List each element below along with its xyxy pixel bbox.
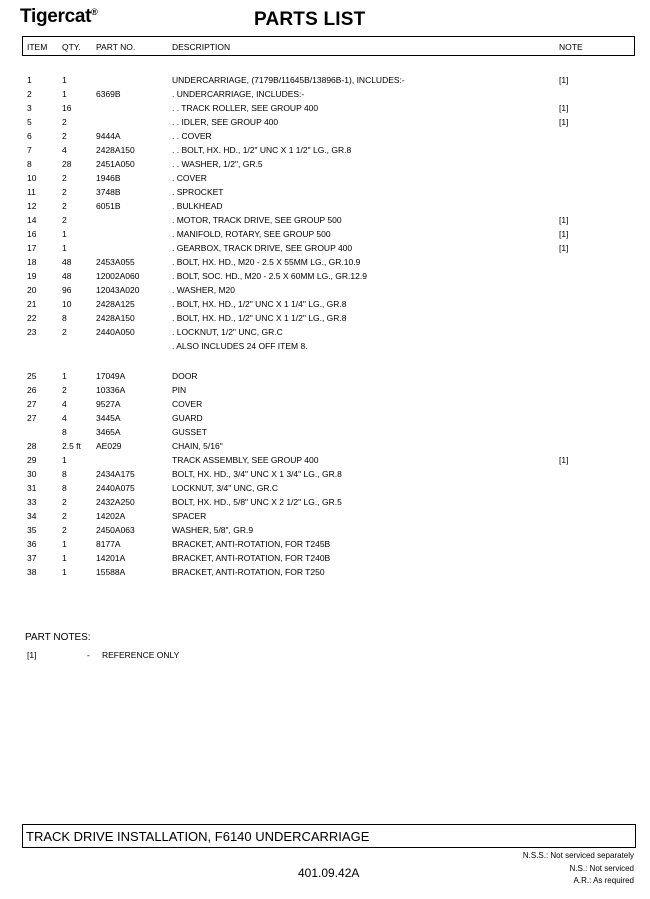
- qty-cell: 1: [62, 89, 67, 99]
- part-number-cell: 6369B: [96, 89, 121, 99]
- description-cell: . . COVER: [172, 131, 212, 141]
- item-cell: 28: [27, 441, 37, 451]
- part-number-cell: 2450A063: [96, 525, 135, 535]
- item-cell: 30: [27, 469, 37, 479]
- table-row: [0, 271, 650, 283]
- part-note-ref: [1]: [27, 650, 37, 660]
- description-cell: BRACKET, ANTI-ROTATION, FOR T250: [172, 567, 325, 577]
- part-number-cell: 8177A: [96, 539, 121, 549]
- description-cell: . COVER: [172, 173, 207, 183]
- qty-cell: 2: [62, 525, 67, 535]
- description-cell: . BULKHEAD: [172, 201, 223, 211]
- item-cell: 27: [27, 399, 37, 409]
- item-cell: 10: [27, 173, 37, 183]
- part-number-cell: 14201A: [96, 553, 126, 563]
- part-note-dash: -: [87, 650, 90, 660]
- qty-cell: 2: [62, 497, 67, 507]
- item-cell: 1: [27, 75, 32, 85]
- part-number-cell: 14202A: [96, 511, 126, 521]
- part-number-cell: 2432A250: [96, 497, 135, 507]
- table-row: [0, 313, 650, 325]
- item-cell: 29: [27, 455, 37, 465]
- qty-cell: 8: [62, 483, 67, 493]
- description-cell: . UNDERCARRIAGE, INCLUDES:-: [172, 89, 305, 99]
- description-cell: COVER: [172, 399, 203, 409]
- description-cell: . BOLT, SOC. HD., M20 - 2.5 X 60MM LG., GR.12.9: [172, 271, 367, 281]
- part-number-cell: 9444A: [96, 131, 121, 141]
- description-cell: . . WASHER, 1/2", GR.5: [172, 159, 263, 169]
- description-cell: . BOLT, HX. HD., M20 - 2.5 X 55MM LG., GR.10.9: [172, 257, 361, 267]
- item-cell: 35: [27, 525, 37, 535]
- table-row: [0, 497, 650, 509]
- description-cell: . GEARBOX, TRACK DRIVE, SEE GROUP 400: [172, 243, 353, 253]
- footer-title-box: [22, 824, 636, 848]
- table-row: [0, 455, 650, 467]
- table-row: [0, 399, 650, 411]
- qty-cell: 2.5 ft: [62, 441, 81, 451]
- item-cell: 14: [27, 215, 37, 225]
- qty-cell: 1: [62, 243, 67, 253]
- table-row: [0, 539, 650, 551]
- qty-cell: 28: [62, 159, 72, 169]
- part-number-cell: 2451A050: [96, 159, 135, 169]
- note-cell: [1]: [559, 103, 569, 113]
- qty-cell: 1: [62, 75, 67, 85]
- description-cell: UNDERCARRIAGE, (7179B/11645B/13896B-1), INCLUDES:-: [172, 75, 405, 85]
- part-number-cell: 10336A: [96, 385, 126, 395]
- item-cell: 12: [27, 201, 37, 211]
- item-cell: 31: [27, 483, 37, 493]
- item-cell: 27: [27, 413, 37, 423]
- legend-ar: A.R.: As required: [573, 876, 634, 885]
- table-row: [0, 511, 650, 523]
- description-cell: . . BOLT, HX. HD., 1/2" UNC X 1 1/2" LG., GR.8: [172, 145, 352, 155]
- table-row: [0, 427, 650, 439]
- part-number-cell: 12002A060: [96, 271, 140, 281]
- part-number-cell: 12043A020: [96, 285, 140, 295]
- part-number-cell: 3748B: [96, 187, 121, 197]
- qty-cell: 1: [62, 567, 67, 577]
- table-row: [0, 567, 650, 579]
- item-cell: 20: [27, 285, 37, 295]
- abbreviation-legend: [523, 850, 634, 888]
- table-row: [0, 159, 650, 171]
- table-row: [0, 469, 650, 481]
- qty-cell: 2: [62, 201, 67, 211]
- qty-cell: 16: [62, 103, 72, 113]
- item-cell: 17: [27, 243, 37, 253]
- description-cell: SPACER: [172, 511, 207, 521]
- qty-cell: 4: [62, 399, 67, 409]
- part-number-cell: 1946B: [96, 173, 121, 183]
- qty-cell: 2: [62, 327, 67, 337]
- column-header-part: PART NO.: [96, 42, 136, 52]
- table-row: [0, 173, 650, 185]
- qty-cell: 8: [62, 469, 67, 479]
- table-row: [0, 483, 650, 495]
- legend-ns: N.S.: Not serviced: [569, 863, 634, 873]
- description-cell: BRACKET, ANTI-ROTATION, FOR T240B: [172, 553, 331, 563]
- part-number-cell: AE029: [96, 441, 122, 451]
- part-number-cell: 2453A055: [96, 257, 135, 267]
- description-cell: . LOCKNUT, 1/2" UNC, GR.C: [172, 327, 283, 337]
- page-number: 401.09.42A: [298, 866, 360, 880]
- description-cell: BRACKET, ANTI-ROTATION, FOR T245B: [172, 539, 331, 549]
- part-number-cell: 2428A150: [96, 145, 135, 155]
- qty-cell: 48: [62, 257, 72, 267]
- table-row: [0, 299, 650, 311]
- description-cell: . MANIFOLD, ROTARY, SEE GROUP 500: [172, 229, 331, 239]
- item-cell: 5: [27, 117, 32, 127]
- table-row: [0, 145, 650, 157]
- description-cell: GUARD: [172, 413, 203, 423]
- item-cell: 8: [27, 159, 32, 169]
- item-cell: 11: [27, 187, 36, 197]
- table-row: [0, 341, 650, 353]
- description-cell: . MOTOR, TRACK DRIVE, SEE GROUP 500: [172, 215, 342, 225]
- item-cell: 33: [27, 497, 37, 507]
- qty-cell: 2: [62, 187, 67, 197]
- description-cell: . WASHER, M20: [172, 285, 235, 295]
- description-cell: PIN: [172, 385, 187, 395]
- table-row: [0, 371, 650, 383]
- part-number-cell: 3445A: [96, 413, 121, 423]
- part-number-cell: 6051B: [96, 201, 121, 211]
- description-cell: TRACK ASSEMBLY, SEE GROUP 400: [172, 455, 319, 465]
- qty-cell: 48: [62, 271, 72, 281]
- qty-cell: 8: [62, 313, 67, 323]
- table-row: [0, 413, 650, 425]
- item-cell: 6: [27, 131, 32, 141]
- qty-cell: 2: [62, 215, 67, 225]
- item-cell: 36: [27, 539, 37, 549]
- part-number-cell: 2434A175: [96, 469, 135, 479]
- footer-title: TRACK DRIVE INSTALLATION, F6140 UNDERCARRIAGE: [26, 829, 370, 844]
- table-row: [0, 229, 650, 241]
- qty-cell: 2: [62, 173, 67, 183]
- description-cell: . SPROCKET: [172, 187, 224, 197]
- item-cell: 38: [27, 567, 37, 577]
- qty-cell: 2: [62, 117, 67, 127]
- item-cell: 2: [27, 89, 32, 99]
- column-header-qty: QTY.: [62, 42, 81, 52]
- part-notes-title: PART NOTES:: [25, 632, 91, 643]
- part-number-cell: 2428A150: [96, 313, 135, 323]
- brand-logo: [20, 6, 98, 28]
- description-cell: . BOLT, HX. HD., 1/2" UNC X 1 1/4" LG., GR.8: [172, 299, 347, 309]
- column-header-note: NOTE: [559, 42, 583, 52]
- part-number-cell: 2428A125: [96, 299, 135, 309]
- item-cell: 34: [27, 511, 37, 521]
- table-row: [0, 215, 650, 227]
- description-cell: . . TRACK ROLLER, SEE GROUP 400: [172, 103, 319, 113]
- table-row: [0, 75, 650, 87]
- part-note-text: REFERENCE ONLY: [102, 650, 180, 660]
- table-row: [0, 243, 650, 255]
- table-row: [0, 103, 650, 115]
- note-cell: [1]: [559, 117, 569, 127]
- qty-cell: 1: [62, 539, 67, 549]
- part-number-cell: 9527A: [96, 399, 121, 409]
- qty-cell: 2: [62, 511, 67, 521]
- table-row: [0, 385, 650, 397]
- qty-cell: 1: [62, 553, 67, 563]
- qty-cell: 8: [62, 427, 67, 437]
- column-header-description: DESCRIPTION: [172, 42, 231, 52]
- note-cell: [1]: [559, 75, 569, 85]
- item-cell: 23: [27, 327, 37, 337]
- description-cell: BOLT, HX. HD., 3/4" UNC X 1 3/4" LG., GR.8: [172, 469, 342, 479]
- table-row: [0, 327, 650, 339]
- note-cell: [1]: [559, 215, 569, 225]
- qty-cell: 2: [62, 385, 67, 395]
- item-cell: 3: [27, 103, 32, 113]
- table-row: [0, 131, 650, 143]
- qty-cell: 10: [62, 299, 72, 309]
- brand-name: Tigercat: [20, 6, 92, 27]
- qty-cell: 4: [62, 413, 67, 423]
- qty-cell: 2: [62, 131, 67, 141]
- registered-mark: ®: [91, 7, 98, 17]
- part-number-cell: 17049A: [96, 371, 126, 381]
- note-cell: [1]: [559, 243, 569, 253]
- description-cell: CHAIN, 5/16": [172, 441, 223, 451]
- description-cell: . ALSO INCLUDES 24 OFF ITEM 8.: [172, 341, 308, 351]
- table-row: [0, 117, 650, 129]
- description-cell: GUSSET: [172, 427, 207, 437]
- part-number-cell: 15588A: [96, 567, 126, 577]
- table-row: [0, 201, 650, 213]
- table-row: [0, 441, 650, 453]
- table-header: [22, 36, 635, 56]
- description-cell: DOOR: [172, 371, 198, 381]
- item-cell: 26: [27, 385, 37, 395]
- note-cell: [1]: [559, 455, 569, 465]
- description-cell: . . IDLER, SEE GROUP 400: [172, 117, 279, 127]
- column-header-item: ITEM: [27, 42, 48, 52]
- table-row: [0, 187, 650, 199]
- qty-cell: 1: [62, 455, 67, 465]
- description-cell: BOLT, HX. HD., 5/8" UNC X 2 1/2" LG., GR.5: [172, 497, 342, 507]
- item-cell: 25: [27, 371, 37, 381]
- qty-cell: 96: [62, 285, 72, 295]
- table-row: [0, 89, 650, 101]
- qty-cell: 1: [62, 229, 67, 239]
- item-cell: 16: [27, 229, 37, 239]
- qty-cell: 1: [62, 371, 67, 381]
- item-cell: 19: [27, 271, 37, 281]
- part-number-cell: 3465A: [96, 427, 121, 437]
- description-cell: . BOLT, HX. HD., 1/2" UNC X 1 1/2" LG., GR.8: [172, 313, 347, 323]
- note-cell: [1]: [559, 229, 569, 239]
- page-title: PARTS LIST: [254, 9, 366, 30]
- part-number-cell: 2440A075: [96, 483, 135, 493]
- legend-nss: N.S.S.: Not serviced separately: [522, 851, 634, 860]
- qty-cell: 4: [62, 145, 67, 155]
- description-cell: WASHER, 5/8", GR.9: [172, 525, 254, 535]
- table-row: [0, 257, 650, 269]
- item-cell: 18: [27, 257, 37, 267]
- item-cell: 37: [27, 553, 37, 563]
- part-number-cell: 2440A050: [96, 327, 135, 337]
- item-cell: 7: [27, 145, 32, 155]
- table-row: [0, 553, 650, 565]
- item-cell: 22: [27, 313, 37, 323]
- description-cell: LOCKNUT, 3/4" UNC, GR.C: [172, 483, 278, 493]
- item-cell: 21: [27, 299, 37, 309]
- table-row: [0, 285, 650, 297]
- table-row: [0, 525, 650, 537]
